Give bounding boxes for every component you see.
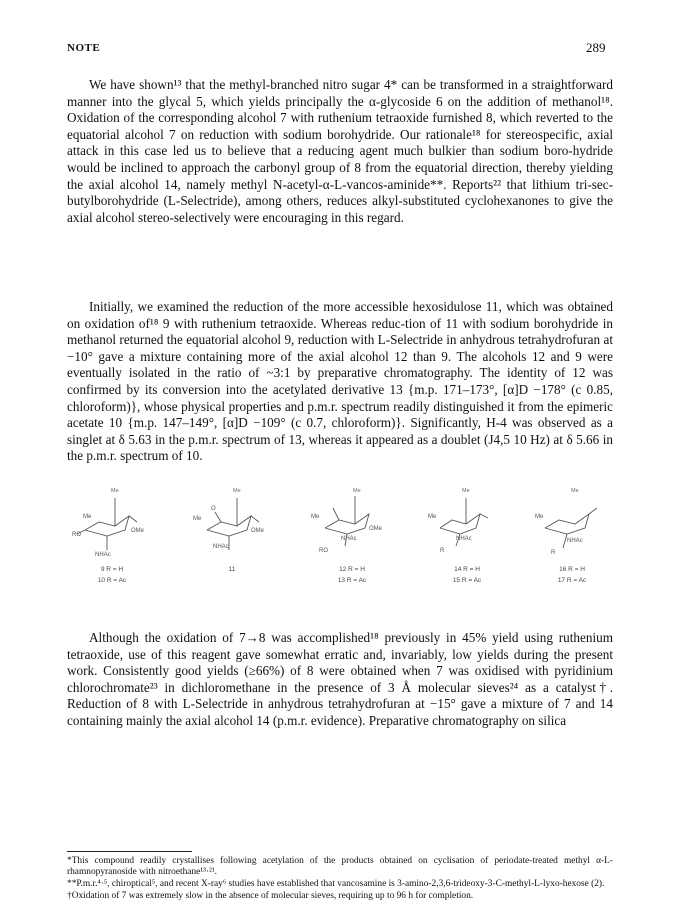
page-number: 289	[586, 40, 606, 55]
paragraph-1: We have shown¹³ that the methyl-branched nitro sugar 4* can be transformed in a straightforward manner into the glycal 5, which yields principally the α-glycoside 6 on the addition of methanol¹⁸. Oxidation of the corresponding alcohol 7 with ruthenium tetraoxide furnished 8, which reverted to the equatorial alcohol 7 on reduction with sodium borohydride. Our rationale¹⁸ for stereospecific, axial attack in this case led us to believe that a reducing agent much bulkier than sodium boro-hydride would be inclined to approach the carbonyl group of 8 from the equatorial direction, thereby yielding the axial alcohol 14, namely methyl N-acetyl-α-L-vancos-aminide**. Reports²² that lithium tri-sec-butylborohydride (L-Selectride), among others, reduces alkyl-substituted cyclohexanones to give the axial alcohol stereo-selectively were encouraging in this regard.	[67, 77, 613, 225]
structure-16-17	[527, 488, 617, 588]
footnote: †Oxidation of 7 was extremely slow in the absence of molecular sieves, requiring up to 96 h for completion.	[67, 890, 474, 901]
svg-text:NHAc: NHAc	[567, 538, 583, 544]
chair-diagram	[187, 488, 277, 566]
structure-11	[187, 488, 277, 588]
body-text-2	[67, 299, 613, 465]
structure-14-15	[422, 488, 512, 588]
svg-text:Me: Me	[83, 514, 92, 520]
footnote-rule	[67, 851, 192, 852]
svg-text:OMe: OMe	[369, 526, 383, 532]
methyl-label: Me	[233, 488, 241, 494]
chair-diagram	[422, 488, 512, 566]
svg-text:Me: Me	[428, 514, 437, 520]
svg-text:R: R	[551, 550, 556, 556]
svg-text:NHAc: NHAc	[213, 544, 229, 550]
chair-diagram	[307, 488, 397, 566]
compound-label: 13 R = Ac	[337, 577, 367, 584]
footnote: *This compound readily crystallises following acetylation of the products obtained on cyclisation of periodate-treated methyl α-L-rhamnopyranoside with nitroethane¹³·²¹.	[67, 856, 613, 877]
structure-9-10	[67, 488, 157, 588]
methyl-label: Me	[571, 488, 579, 494]
compound-label: 9 R = H	[100, 566, 124, 573]
svg-text:R: R	[440, 548, 445, 554]
compound-label: 16 R = H	[559, 566, 585, 573]
paragraph-3: Although the oxidation of 7→8 was accomplished¹⁸ previously in 45% yield using ruthenium tetraoxide, use of this reagent gave somewhat erratic and, invariably, low yields during the present work. Consistently good yields (≥66%) of 8 were obtained when 7 was oxidised with pyridinium chlorochromate²³ in dichloromethane in the presence of 3 Å molecular sieves²⁴ as a catalyst†. Reduction of 8 with L-Selectride in anhydrous tetrahydrofuran at −15° gave a mixture of 7 and 14 containing mainly the axial alcohol 14 (p.m.r. evidence). Preparative chromatography on silica	[67, 630, 613, 728]
body-text-3	[67, 630, 613, 730]
structure-12-13	[307, 488, 397, 588]
svg-text:RO: RO	[319, 548, 328, 554]
svg-text:OMe: OMe	[131, 528, 145, 534]
svg-text:NHAc: NHAc	[341, 536, 357, 542]
footnote: **P.m.r.⁴·⁵, chiroptical⁵, and recent X-ray⁶ studies have established that vancosamine is 3-amino-2,3,6-trideoxy-3-C-methyl-L-lyxo-hexose (2).	[67, 878, 605, 889]
compound-label: 10 R = Ac	[97, 577, 127, 584]
methyl-label: Me	[111, 488, 119, 494]
svg-text:NHAc: NHAc	[456, 536, 472, 542]
svg-text:NHAc: NHAc	[95, 552, 111, 558]
running-header: NOTE	[67, 42, 101, 54]
svg-text:RO: RO	[72, 532, 81, 538]
methyl-label: Me	[353, 488, 361, 494]
footnotes	[67, 856, 613, 903]
compound-label: 17 R = Ac	[557, 577, 587, 584]
compound-label: 15 R = Ac	[452, 577, 482, 584]
compound-label: 14 R = H	[454, 566, 480, 573]
compound-label: 12 R = H	[339, 566, 365, 573]
svg-text:OMe: OMe	[251, 528, 265, 534]
paragraph-2: Initially, we examined the reduction of the more accessible hexosidulose 11, which was obtained on oxidation of¹⁸ 9 with ruthenium tetraoxide. Whereas reduc-tion of 11 with sodium borohydride in methanol returned the equatorial alcohol 9, reduction with L-Selectride in anhydrous tetrahydrofuran at −10° gave a mixture containing more of the axial alcohol 12 than 9. The alcohols 12 and 9 were eventually isolated in the ratio of ~3:1 by preparative chromatography. The identity of 12 was confirmed by its conversion into the acetylated derivative 13 {m.p. 171–173°, [α]D −178° (c 0.85, chloroform)}, whose physical properties and p.m.r. spectrum readily distinguished it from the epimeric acetate 10 {m.p. 147–149°, [α]D −109° (c 0.7, chloroform)}. Significantly, H-4 was observed as a singlet at δ 5.63 in the p.m.r. spectrum of 13, whereas it appeared as a doublet (J4,5 10 Hz) at δ 5.66 in the p.m.r. spectrum of 10.	[67, 299, 613, 464]
body-text-1	[67, 77, 613, 226]
svg-text:Me: Me	[193, 516, 202, 522]
chair-diagram	[527, 488, 617, 566]
compound-label: 11	[228, 566, 236, 573]
methyl-label: Me	[462, 488, 470, 494]
svg-text:Me: Me	[311, 514, 320, 520]
structures-figure	[67, 488, 613, 588]
svg-text:O: O	[211, 506, 216, 512]
chair-diagram	[67, 488, 157, 566]
svg-text:Me: Me	[535, 514, 544, 520]
